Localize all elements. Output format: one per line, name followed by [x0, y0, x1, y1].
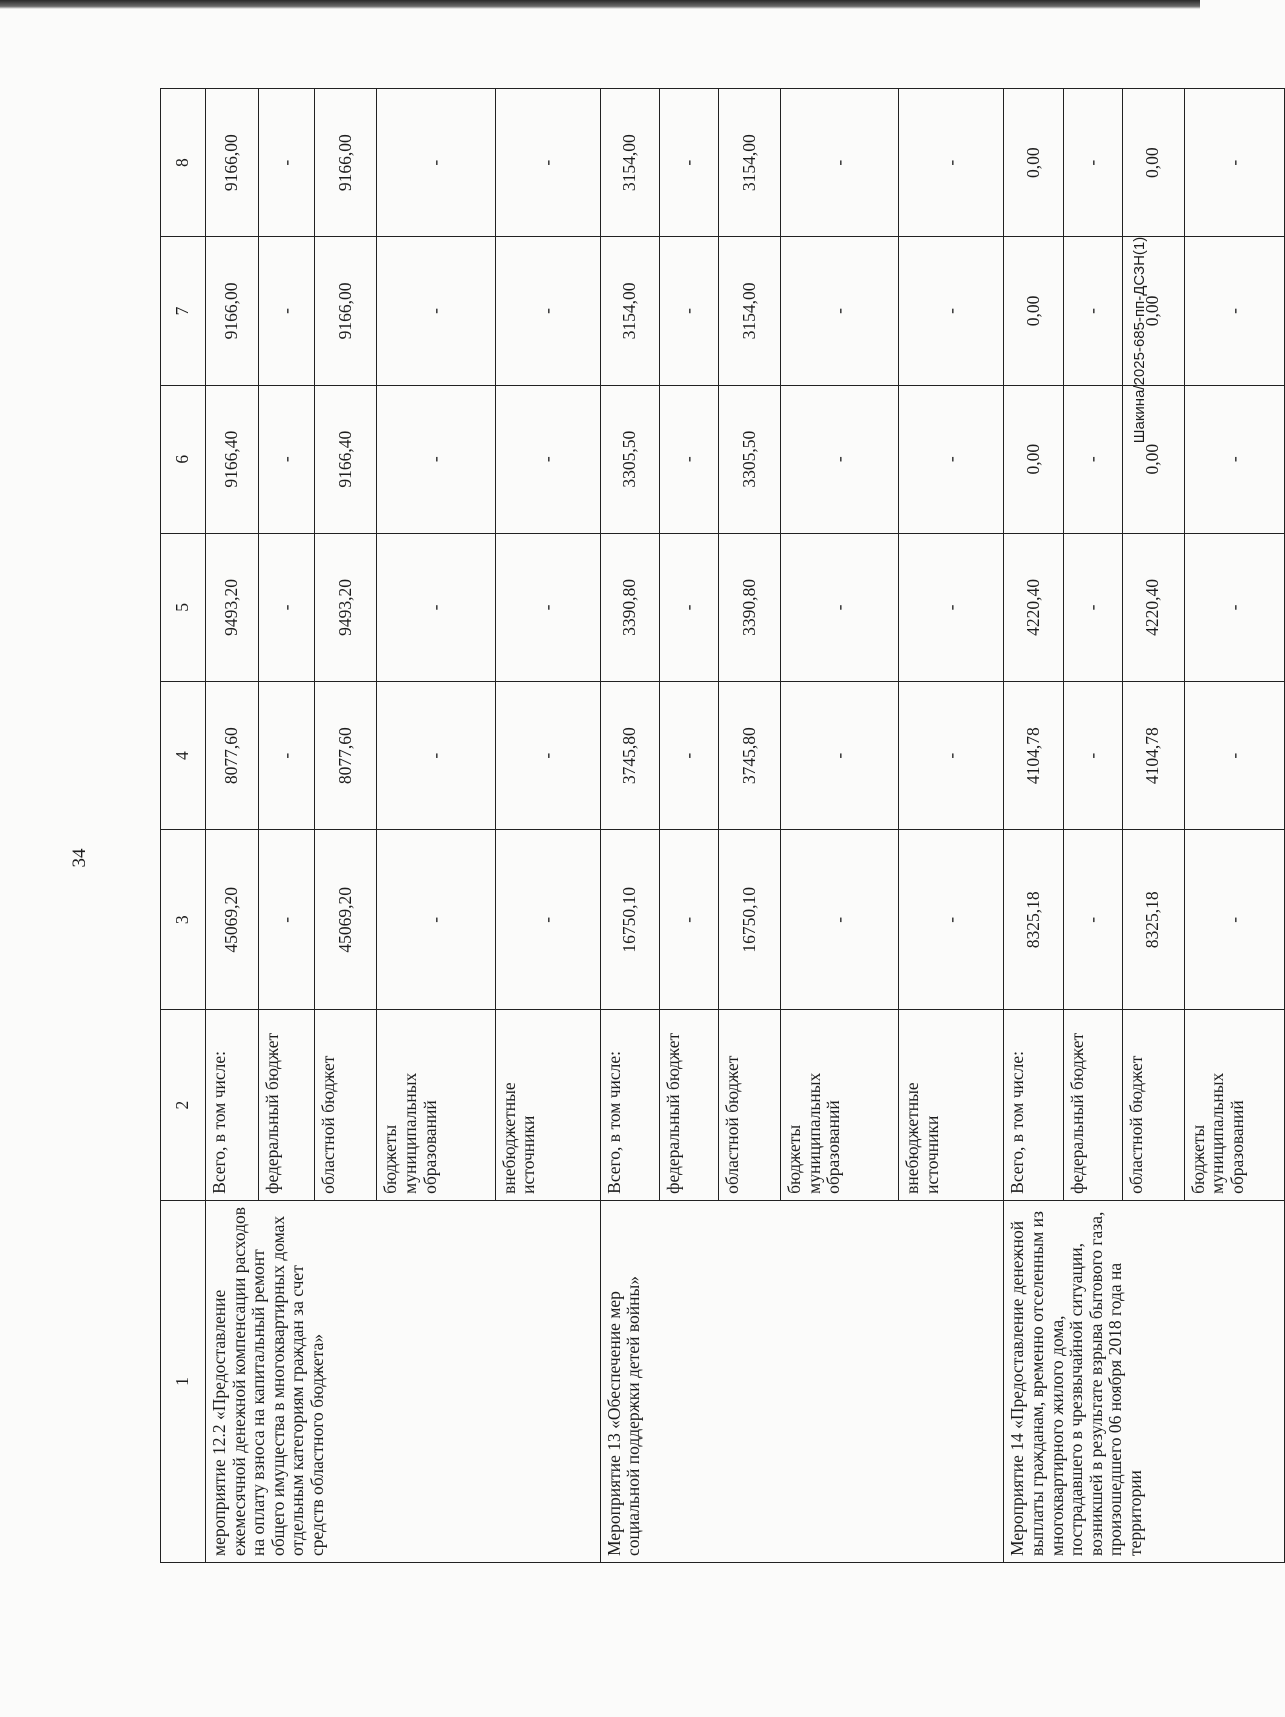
amount-cell: -	[1063, 237, 1122, 385]
funding-source-cell: внебюджетные источники	[495, 1010, 600, 1201]
funding-source-cell: федеральный бюджет	[659, 1010, 718, 1201]
amount-cell: 9166,00	[315, 237, 377, 385]
amount-cell: 0,00	[1122, 237, 1184, 385]
amount-cell: -	[899, 237, 1004, 385]
table-row	[1004, 89, 1063, 1563]
column-header-6: 6	[161, 385, 206, 533]
amount-cell: 4220,40	[1004, 533, 1063, 681]
amount-cell: 3154,00	[600, 237, 659, 385]
funding-source-cell: бюджеты муниципальных образований	[1184, 1010, 1284, 1201]
amount-cell: -	[1063, 682, 1122, 830]
amount-cell: -	[659, 830, 718, 1010]
amount-cell: -	[377, 830, 495, 1010]
amount-cell: 0,00	[1122, 89, 1184, 237]
funding-source-cell: внебюджетные источники	[899, 1010, 1004, 1201]
amount-cell: -	[377, 385, 495, 533]
amount-cell: -	[495, 682, 600, 830]
funding-source-cell: областной бюджет	[1122, 1010, 1184, 1201]
amount-cell: -	[1184, 830, 1284, 1010]
amount-cell: 0,00	[1004, 385, 1063, 533]
amount-cell: -	[781, 533, 899, 681]
amount-cell: -	[899, 830, 1004, 1010]
amount-cell: 3305,50	[600, 385, 659, 533]
amount-cell: -	[1184, 237, 1284, 385]
amount-cell: -	[1063, 533, 1122, 681]
funding-source-cell: бюджеты муниципальных образований	[781, 1010, 899, 1201]
funding-source-cell: Всего, в том числе:	[206, 1010, 259, 1201]
activity-description-cell: мероприятие 12.2 «Предоставление ежемесячной денежной компенсации расходов на оплату взноса на капитальный ремонт общего имущества в многоквартирных домах отдельным категориям граждан за счет средств областного бюджета»	[206, 1200, 601, 1562]
funding-table	[160, 88, 1285, 1563]
amount-cell: 9166,40	[206, 385, 259, 533]
amount-cell: -	[781, 830, 899, 1010]
amount-cell: -	[495, 830, 600, 1010]
funding-source-cell: федеральный бюджет	[259, 1010, 315, 1201]
amount-cell: 3154,00	[600, 89, 659, 237]
amount-cell: 0,00	[1004, 237, 1063, 385]
amount-cell: 45069,20	[206, 830, 259, 1010]
amount-cell: 0,00	[1004, 89, 1063, 237]
funding-source-cell: бюджеты муниципальных образований	[377, 1010, 495, 1201]
table-header-row	[161, 89, 206, 1563]
column-header-8: 8	[161, 89, 206, 237]
amount-cell: 16750,10	[600, 830, 659, 1010]
amount-cell: 3390,80	[719, 533, 781, 681]
amount-cell: -	[899, 89, 1004, 237]
amount-cell: 4220,40	[1122, 533, 1184, 681]
amount-cell: -	[1063, 89, 1122, 237]
amount-cell: 8325,18	[1122, 830, 1184, 1010]
amount-cell: -	[259, 682, 315, 830]
amount-cell: 9493,20	[206, 533, 259, 681]
amount-cell: -	[899, 385, 1004, 533]
page-number: 34	[69, 848, 90, 868]
column-header-3: 3	[161, 830, 206, 1010]
amount-cell: -	[659, 682, 718, 830]
amount-cell: -	[781, 237, 899, 385]
amount-cell: -	[495, 237, 600, 385]
amount-cell: -	[1184, 533, 1284, 681]
activity-description-cell: Мероприятие 14 «Предоставление денежной выплаты гражданам, временно отселенным из многоквартирного жилого дома, пострадавшего в чрезвычайной ситуации, возникшей в результате взрыва бытового газа, произошедшего 06 ноября 2018 года на территории	[1004, 1200, 1285, 1562]
amount-cell: 3390,80	[600, 533, 659, 681]
amount-cell: 45069,20	[315, 830, 377, 1010]
column-header-7: 7	[161, 237, 206, 385]
funding-source-cell: федеральный бюджет	[1063, 1010, 1122, 1201]
amount-cell: 3154,00	[719, 89, 781, 237]
footer-document-code: Шакина/2025-685-пп-ДСЗН(1)	[1131, 236, 1148, 444]
amount-cell: 3745,80	[719, 682, 781, 830]
amount-cell: -	[1063, 385, 1122, 533]
amount-cell: -	[659, 385, 718, 533]
funding-source-cell: Всего, в том числе:	[1004, 1010, 1063, 1201]
amount-cell: -	[1184, 385, 1284, 533]
amount-cell: 16750,10	[719, 830, 781, 1010]
amount-cell: -	[1063, 830, 1122, 1010]
amount-cell: 8325,18	[1004, 830, 1063, 1010]
amount-cell: 9166,00	[206, 89, 259, 237]
amount-cell: -	[899, 682, 1004, 830]
amount-cell: 9493,20	[315, 533, 377, 681]
column-header-2: 2	[161, 1010, 206, 1201]
amount-cell: -	[259, 89, 315, 237]
rotated-table-container	[160, 88, 1285, 1563]
amount-cell: -	[495, 533, 600, 681]
table-viewport	[160, 88, 1285, 1574]
scan-edge-shadow	[0, 0, 1200, 9]
amount-cell: -	[659, 237, 718, 385]
amount-cell: -	[259, 830, 315, 1010]
column-header-1: 1	[161, 1200, 206, 1562]
column-header-4: 4	[161, 682, 206, 830]
amount-cell: 8077,60	[206, 682, 259, 830]
amount-cell: -	[377, 533, 495, 681]
table-row	[600, 89, 659, 1563]
funding-source-cell: областной бюджет	[315, 1010, 377, 1201]
column-header-5: 5	[161, 533, 206, 681]
amount-cell: 3745,80	[600, 682, 659, 830]
amount-cell: 9166,00	[315, 89, 377, 237]
funding-source-cell: областной бюджет	[719, 1010, 781, 1201]
amount-cell: -	[1184, 89, 1284, 237]
amount-cell: -	[259, 237, 315, 385]
table-row	[206, 89, 259, 1563]
amount-cell: -	[899, 533, 1004, 681]
amount-cell: 8077,60	[315, 682, 377, 830]
amount-cell: -	[259, 385, 315, 533]
funding-source-cell: Всего, в том числе:	[600, 1010, 659, 1201]
amount-cell: 4104,78	[1122, 682, 1184, 830]
amount-cell: -	[659, 89, 718, 237]
amount-cell: -	[781, 89, 899, 237]
table-body	[206, 89, 1285, 1563]
amount-cell: -	[495, 385, 600, 533]
amount-cell: -	[377, 682, 495, 830]
amount-cell: 3154,00	[719, 237, 781, 385]
amount-cell: 9166,00	[206, 237, 259, 385]
amount-cell: -	[259, 533, 315, 681]
amount-cell: -	[659, 533, 718, 681]
amount-cell: -	[377, 237, 495, 385]
amount-cell: -	[781, 385, 899, 533]
amount-cell: 3305,50	[719, 385, 781, 533]
amount-cell: -	[1184, 682, 1284, 830]
amount-cell: 4104,78	[1004, 682, 1063, 830]
activity-description-cell: Мероприятие 13 «Обеспечение мер социальной поддержки детей войны»	[600, 1200, 1004, 1562]
amount-cell: -	[377, 89, 495, 237]
amount-cell: -	[495, 89, 600, 237]
amount-cell: 0,00	[1122, 385, 1184, 533]
amount-cell: -	[781, 682, 899, 830]
amount-cell: 9166,40	[315, 385, 377, 533]
